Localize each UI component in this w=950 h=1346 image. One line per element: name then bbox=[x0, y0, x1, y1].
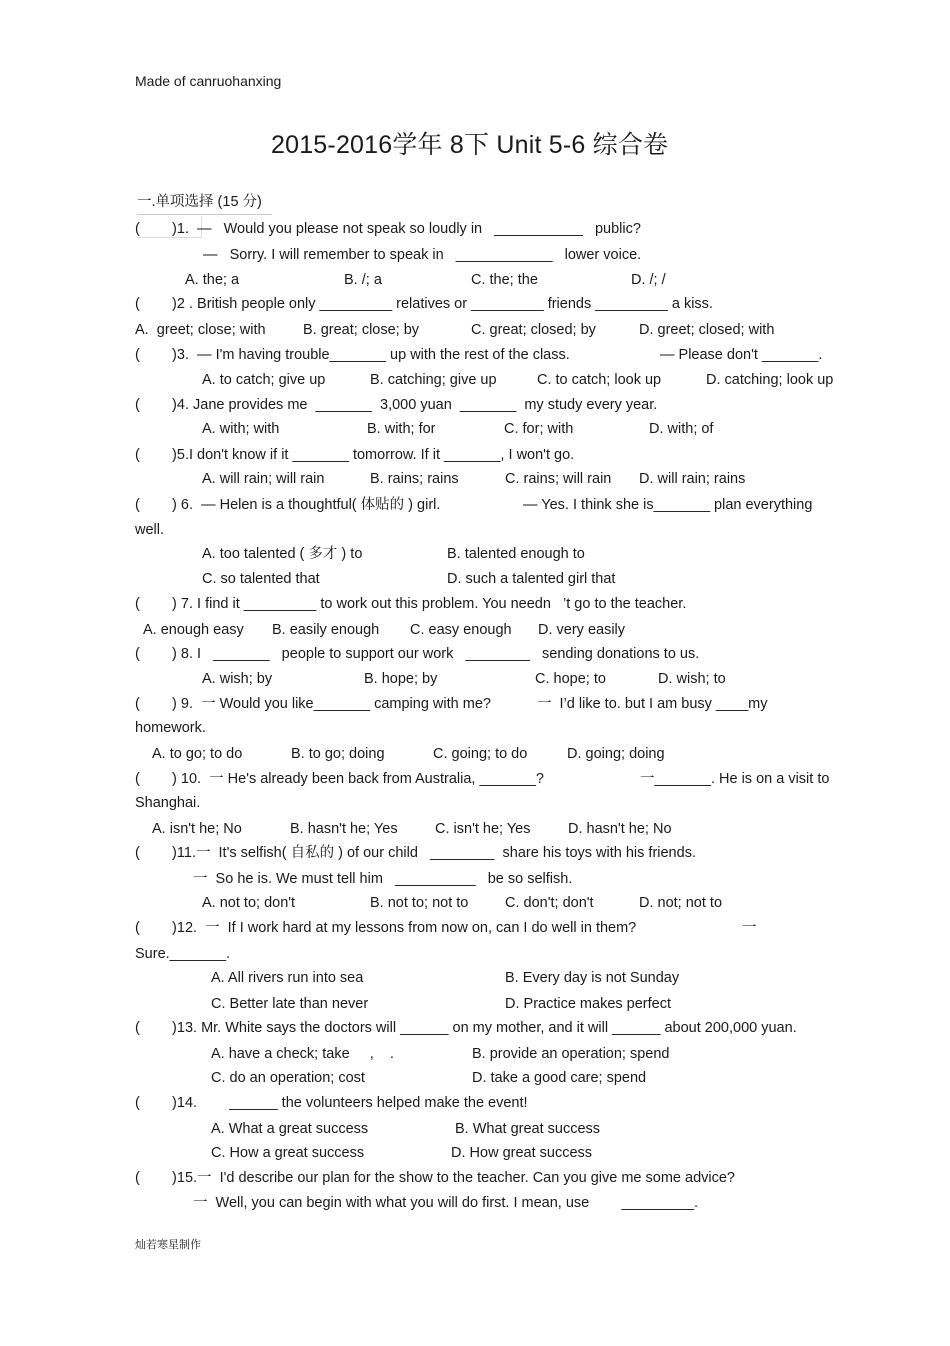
q9-option-a: A. to go; to do bbox=[152, 746, 243, 762]
question-9: ( ) 9. 一 Would you like_______ camping with me? bbox=[135, 696, 491, 712]
q3-option-c: C. to catch; look up bbox=[537, 372, 662, 388]
q10-option-c: C. isn't he; Yes bbox=[435, 821, 531, 837]
q1-option-a: A. the; a bbox=[185, 272, 240, 288]
question-10-cont: Shanghai. bbox=[135, 795, 201, 811]
question-6: ( ) 6. — Helen is a thoughtful( 体贴的 ) girl. bbox=[135, 497, 441, 513]
question-12-dash: 一 bbox=[742, 920, 757, 936]
q1-option-b: B. /; a bbox=[344, 272, 382, 288]
q10-option-d: D. hasn't he; No bbox=[568, 821, 672, 837]
q11-option-a: A. not to; don't bbox=[202, 895, 296, 911]
q2-option-c: C. great; closed; by bbox=[471, 322, 596, 338]
q5-option-a: A. will rain; will rain bbox=[202, 471, 325, 487]
q6-option-a: A. too talented ( 多才 ) to bbox=[202, 546, 363, 562]
question-1: ( )1. — Would you please not speak so loudly in ___________ public? bbox=[135, 221, 641, 237]
q6-option-c: C. so talented that bbox=[202, 571, 320, 587]
question-2: ( )2 . British people only _________ relatives or _________ friends _________ a kiss. bbox=[135, 296, 713, 312]
q14-option-b: B. What great success bbox=[455, 1121, 601, 1137]
question-15-reply: 一 Well, you can begin with what you will do first. I mean, use _________. bbox=[193, 1195, 699, 1211]
q4-option-b: B. with; for bbox=[367, 421, 436, 437]
question-10: ( ) 10. 一 He's already been back from Australia, _______? bbox=[135, 771, 544, 787]
q1-option-d: D. /; / bbox=[631, 272, 666, 288]
q11-option-c: C. don't; don't bbox=[505, 895, 594, 911]
q6-option-b: B. talented enough to bbox=[447, 546, 585, 562]
q12-option-d: D. Practice makes perfect bbox=[505, 996, 671, 1012]
q11-option-d: D. not; not to bbox=[639, 895, 723, 911]
question-9-cont: homework. bbox=[135, 720, 206, 736]
q13-option-c: C. do an operation; cost bbox=[211, 1070, 365, 1086]
section-underline bbox=[137, 214, 272, 215]
question-12: ( )12. 一 If I work hard at my lessons from now on, can I do well in them? bbox=[135, 920, 637, 936]
q8-option-a: A. wish; by bbox=[202, 671, 273, 687]
q4-option-c: C. for; with bbox=[504, 421, 574, 437]
q6-option-d: D. such a talented girl that bbox=[447, 571, 616, 587]
q4-option-a: A. with; with bbox=[202, 421, 280, 437]
q2-option-a: A. greet; close; with bbox=[135, 322, 266, 338]
q9-option-c: C. going; to do bbox=[433, 746, 528, 762]
question-9-reply: 一 I’d like to. but I am busy ____my bbox=[537, 696, 768, 712]
q10-option-a: A. isn't he; No bbox=[152, 821, 242, 837]
q8-option-c: C. hope; to bbox=[535, 671, 606, 687]
q8-option-d: D. wish; to bbox=[658, 671, 726, 687]
question-13: ( )13. Mr. White says the doctors will ______ on my mother, and it will ______ about 200,000 yuan. bbox=[135, 1020, 797, 1036]
q4-option-d: D. with; of bbox=[649, 421, 714, 437]
q11-option-b: B. not to; not to bbox=[370, 895, 469, 911]
q13-option-d: D. take a good care; spend bbox=[472, 1070, 647, 1086]
q14-option-d: D. How great success bbox=[451, 1145, 593, 1161]
question-3-reply: — Please don't _______. bbox=[660, 347, 823, 363]
q9-option-d: D. going; doing bbox=[567, 746, 665, 762]
question-4: ( )4. Jane provides me _______ 3,000 yuan _______ my study every year. bbox=[135, 397, 658, 413]
question-10-reply: 一_______. He is on a visit to bbox=[640, 771, 830, 787]
question-8: ( ) 8. I _______ people to support our work ________ sending donations to us. bbox=[135, 646, 700, 662]
q2-option-d: D. greet; closed; with bbox=[639, 322, 775, 338]
question-3: ( )3. — I'm having trouble_______ up with the rest of the class. bbox=[135, 347, 570, 363]
question-14: ( )14. ______ the volunteers helped make the event! bbox=[135, 1095, 528, 1111]
q10-option-b: B. hasn't he; Yes bbox=[290, 821, 398, 837]
q14-option-c: C. How a great success bbox=[211, 1145, 365, 1161]
q3-option-d: D. catching; look up bbox=[706, 372, 834, 388]
q5-option-d: D. will rain; rains bbox=[639, 471, 746, 487]
question-7: ( ) 7. I find it _________ to work out this problem. You needn ’t go to the teacher. bbox=[135, 596, 687, 612]
q7-option-a: A. enough easy bbox=[143, 622, 244, 638]
q5-option-b: B. rains; rains bbox=[370, 471, 459, 487]
question-11-reply: 一 So he is. We must tell him __________ be so selfish. bbox=[193, 871, 573, 887]
q12-option-b: B. Every day is not Sunday bbox=[505, 970, 680, 986]
q14-option-a: A. What a great success bbox=[211, 1121, 369, 1137]
q13-option-b: B. provide an operation; spend bbox=[472, 1046, 670, 1062]
q7-option-d: D. very easily bbox=[538, 622, 626, 638]
q7-option-b: B. easily enough bbox=[272, 622, 380, 638]
question-5: ( )5.I don't know if it _______ tomorrow. If it _______, I won't go. bbox=[135, 447, 575, 463]
question-15: ( )15.一 I'd describe our plan for the show to the teacher. Can you give me some advice? bbox=[135, 1170, 735, 1186]
question-12-cont: Sure._______. bbox=[135, 946, 231, 962]
q1-option-c: C. the; the bbox=[471, 272, 538, 288]
q3-option-b: B. catching; give up bbox=[370, 372, 497, 388]
page-title: 2015-2016学年 8下 Unit 5-6 综合卷 bbox=[271, 131, 669, 159]
question-11: ( )11.一 It's selfish( 自私的 ) of our child ________ share his toys with his friends. bbox=[135, 845, 696, 861]
question-6-cont: well. bbox=[135, 522, 165, 538]
q2-option-b: B. great; close; by bbox=[303, 322, 420, 338]
footer-text: 灿若寒星制作 bbox=[135, 1238, 201, 1251]
q7-option-c: C. easy enough bbox=[410, 622, 512, 638]
q12-option-c: C. Better late than never bbox=[211, 996, 369, 1012]
q8-option-b: B. hope; by bbox=[364, 671, 438, 687]
q13-option-a: A. have a check; take , . bbox=[211, 1046, 394, 1062]
question-1-reply: — Sorry. I will remember to speak in ____________ lower voice. bbox=[203, 247, 642, 263]
header-text: Made of canruohanxing bbox=[135, 73, 282, 89]
q5-option-c: C. rains; will rain bbox=[505, 471, 612, 487]
section-heading: 一.单项选择 (15 分) bbox=[137, 194, 262, 210]
question-6-reply: — Yes. I think she is_______ plan everything bbox=[523, 497, 813, 513]
q9-option-b: B. to go; doing bbox=[291, 746, 385, 762]
q3-option-a: A. to catch; give up bbox=[202, 372, 326, 388]
q12-option-a: A. All rivers run into sea bbox=[211, 970, 364, 986]
